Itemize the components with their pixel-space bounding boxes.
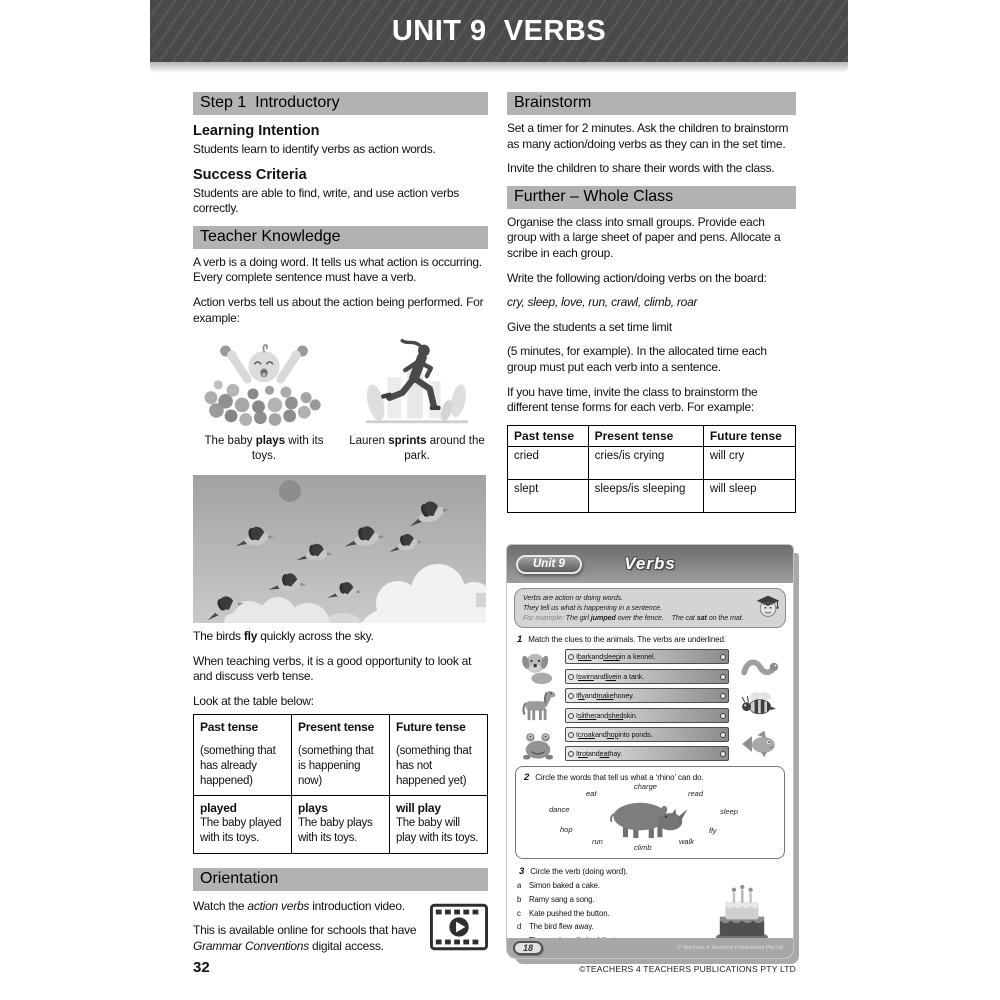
q1-animals-left: [515, 647, 561, 763]
orientation-block: [193, 897, 488, 964]
success-criteria-heading: Success Criteria: [193, 166, 307, 183]
q3-instruction: [517, 866, 783, 877]
q2-word: eat: [586, 789, 597, 799]
worm-illustration: [738, 652, 780, 680]
dog-illustration: [518, 650, 558, 684]
brainstorm-p2: Invite the children to share their words with the class.: [507, 161, 775, 176]
q3-letter: d: [517, 922, 522, 932]
table-cell: [292, 796, 390, 853]
col-sub: (something that has already happened): [200, 745, 276, 787]
section-header-teacher-knowledge: Teacher Knowledge: [193, 226, 488, 249]
table-cell: will cry: [703, 446, 795, 479]
teacher-knowledge-p3: When teaching verbs, it is a good opportunity to look at and discuss verb tense.: [193, 653, 472, 684]
q2-number: 2: [524, 772, 530, 784]
learning-intention-heading: Learning Intention: [193, 123, 320, 139]
q1-animals-right: [733, 647, 785, 763]
worksheet-title: Verbs: [624, 554, 676, 573]
col-header: Future tense: [703, 425, 795, 446]
graduate-mascot-icon: [755, 591, 781, 621]
runner-figure: [346, 335, 488, 463]
clue-bar: I fly and make honey.: [565, 688, 729, 703]
q2-word: charge: [634, 782, 657, 792]
intro-line2: They tell us what is happening in a sentence.: [523, 603, 662, 613]
further-p2: Write the following action/doing verbs on the board:: [507, 270, 767, 285]
q2-word: sleep: [720, 807, 738, 817]
sentence: The baby will play with its toys.: [396, 817, 479, 845]
baby-figure: [193, 335, 335, 463]
clue-bar: I trot and eat hay.: [565, 746, 729, 761]
worksheet-question-2: [515, 766, 785, 859]
q3-sentence: Simon baked a cake.: [529, 881, 600, 891]
q2-word: dance: [549, 805, 570, 815]
q1-number: 1: [517, 634, 523, 646]
frog-illustration: [519, 727, 557, 761]
q2-word: climb: [634, 843, 652, 853]
further-p1: Organise the class into small groups. Provide each group with a large sheet of paper and pens. Allocate a scribe in each group.: [507, 214, 781, 260]
clue-bar: I croak and hop into ponds.: [565, 727, 729, 742]
q2-instruction-text: Circle the words that tell us what a ‘rhino’ can do.: [535, 773, 704, 783]
right-column: [507, 92, 796, 964]
clue-bar: I swim and live in a tank.: [565, 669, 729, 684]
tense-explanation-table: [193, 714, 488, 854]
table-cell: sleeps/is sleeping: [588, 479, 703, 512]
teacher-knowledge-p1: A verb is a doing word. It tells us what action is occurring. Every complete sentence must have a verb.: [193, 254, 482, 285]
orientation-p2: This is available online for schools that have Grammar Conventions digital access.: [193, 923, 417, 954]
bee-illustration: [737, 688, 781, 720]
table-cell: [194, 715, 292, 796]
example-figures: [193, 335, 488, 463]
section-header-step1: Step 1 Introductory: [193, 92, 488, 115]
video-icon: [430, 903, 488, 951]
col-header: Past tense: [508, 425, 589, 446]
col-sub: (something that is happening now): [298, 745, 374, 787]
rhino-illustration: [604, 793, 690, 841]
q3-letter: c: [517, 908, 521, 918]
q2-word: run: [592, 837, 603, 847]
table-cell: will sleep: [703, 479, 795, 512]
col-header: Present tense: [588, 425, 703, 446]
q3-sentence: Ramy sang a song.: [529, 895, 595, 905]
cake-illustration: [705, 878, 779, 946]
worksheet-preview: [507, 545, 793, 958]
runner-illustration: [358, 335, 476, 430]
birds-figure: [193, 475, 488, 623]
table-cell: [390, 796, 488, 853]
q2-word: fly: [709, 826, 717, 836]
baby-caption: The baby plays with its toys.: [204, 435, 324, 462]
worksheet-question-1: [507, 631, 793, 763]
publisher-copyright: ©TEACHERS 4 TEACHERS PUBLICATIONS PTY LTD: [579, 964, 796, 974]
section-header-further: Further – Whole Class: [507, 186, 796, 209]
runner-caption: Lauren sprints around the park.: [349, 435, 485, 462]
verb: will play: [396, 801, 441, 816]
table-cell: cries/is crying: [588, 446, 703, 479]
q3-sentence: Kate pushed the button.: [529, 908, 610, 918]
baby-illustration: [200, 335, 328, 430]
worksheet-page-badge: 18: [513, 941, 543, 955]
clue-bar: I bark and sleep in a kennel.: [565, 649, 729, 664]
orientation-p1: Watch the action verbs introduction video.: [193, 898, 405, 913]
clue-bar: I slither and shed skin.: [565, 708, 729, 723]
learning-intention-text: Students learn to identify verbs as action words.: [193, 142, 436, 156]
q1-clues: [565, 647, 729, 763]
worksheet-footer: [507, 938, 793, 958]
verb: plays: [298, 801, 328, 816]
sentence: The baby plays with its toys.: [298, 817, 373, 845]
q1-instruction: [515, 634, 785, 645]
table-cell: [390, 715, 488, 796]
further-p4: (5 minutes, for example). In the allocated time each group must put each verb into a sentence.: [507, 344, 767, 374]
worksheet-unit-badge: Unit 9: [516, 555, 582, 574]
page-number: 32: [193, 959, 210, 976]
table-cell: slept: [508, 479, 589, 512]
unit-title: UNIT 9 VERBS: [391, 14, 607, 47]
q1-matching-grid: [515, 647, 785, 763]
worksheet-intro-box: [514, 588, 786, 628]
left-column: [193, 92, 488, 964]
further-p3: Give the students a set time limit: [507, 319, 672, 334]
table-cell: cried: [508, 446, 589, 479]
q2-word: hop: [560, 825, 573, 835]
brainstorm-p1: Set a timer for 2 minutes. Ask the children to brainstorm as many action/doing verbs as they can in the set time.: [507, 121, 789, 151]
col-header: Future tense: [396, 720, 466, 735]
q3-letter: a: [517, 881, 522, 891]
table-cell: [292, 715, 390, 796]
q2-word: read: [688, 789, 704, 799]
col-sub: (something that has not happened yet): [396, 745, 472, 787]
worksheet-copyright: © Teachers 4 Teachers Publications Pty Ltd: [677, 945, 783, 951]
col-header: Present tense: [298, 720, 375, 735]
q3-letter: b: [517, 895, 522, 905]
example-1: The girl jumped over the fence.: [565, 613, 664, 623]
teacher-knowledge-p4: Look at the table below:: [193, 693, 314, 708]
q2-word: walk: [679, 837, 695, 847]
section-header-orientation: Orientation: [193, 868, 488, 891]
sentence: The baby played with its toys.: [200, 817, 282, 845]
q3-sentence: The bird flew away.: [529, 922, 594, 932]
q3-instruction-text: Circle the verb (doing word).: [530, 867, 628, 877]
intro-line1: Verbs are action or doing words.: [523, 593, 624, 602]
intro-line3: [523, 613, 751, 623]
tense-examples-table: [507, 425, 796, 513]
worksheet-header: [507, 545, 793, 583]
banner-shadow: [150, 62, 848, 73]
table-cell: [194, 796, 292, 853]
horse-illustration: [518, 688, 558, 722]
unit-banner: [150, 0, 848, 62]
example-2: The cat sat on the mat.: [671, 613, 744, 623]
col-header: Past tense: [200, 720, 259, 735]
q1-instruction-text: Match the clues to the animals. The verbs are underlined.: [528, 635, 727, 645]
further-p5: If you have time, invite the class to brainstorm the different tense forms for each verb. For example:: [507, 384, 758, 415]
fish-illustration: [738, 729, 780, 759]
teacher-knowledge-p2: Action verbs tell us about the action being performed. For example:: [193, 294, 484, 325]
example-label: For example:: [523, 613, 564, 623]
q3-number: 3: [519, 866, 525, 878]
birds-illustration: [193, 475, 486, 623]
orientation-text: [193, 897, 420, 964]
further-verb-list: cry, sleep, love, run, crawl, climb, roar: [507, 295, 698, 310]
verb: played: [200, 801, 237, 816]
section-header-brainstorm: Brainstorm: [507, 92, 796, 115]
birds-caption: The birds fly quickly across the sky.: [193, 628, 374, 643]
success-criteria-text: Students are able to find, write, and use action verbs correctly.: [193, 185, 459, 216]
